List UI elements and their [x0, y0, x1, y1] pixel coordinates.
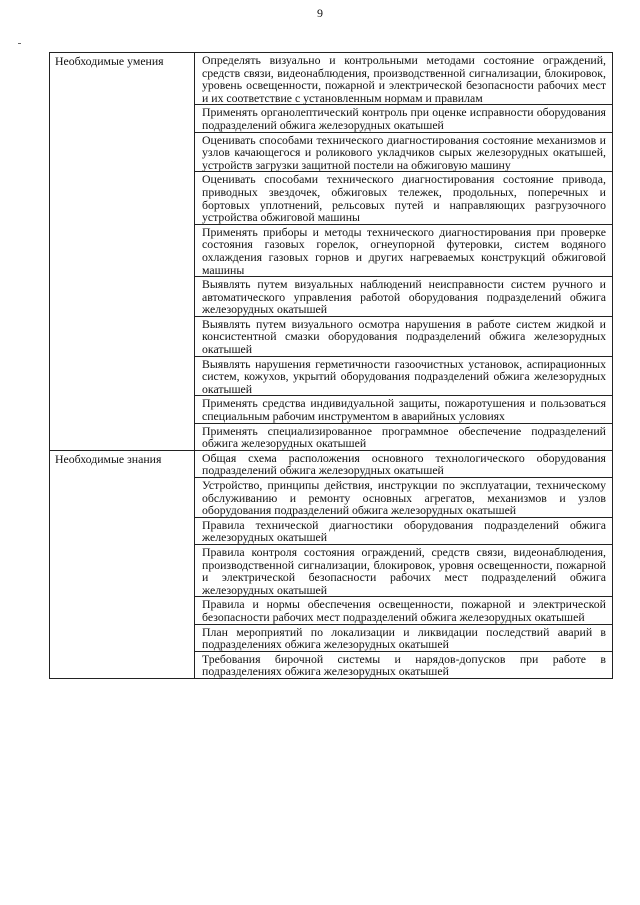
items-cell-knowledge: [195, 450, 613, 678]
requirements-table: [49, 52, 613, 679]
items-cell-skills: [195, 53, 613, 451]
list-item: Оценивать способами технического диагностирования состояние механизмов и узлов качающегося и роликового укладчиков сырых железорудных окатышей, устройств загрузки защитной постели на обжиговую машину: [195, 133, 612, 173]
list-item: Выявлять путем визуального осмотра нарушения в работе систем жидкой и консистентной смазки оборудования подразделений обжига железорудных окатышей: [195, 317, 612, 357]
list-item: План мероприятий по локализации и ликвидации последствий аварий в подразделениях обжига железорудных окатышей: [195, 625, 612, 652]
list-item: Оценивать способами технического диагностирования состояние привода, приводных звездочек, обжиговых тележек, продольных, поперечных и бортовых уплотнений, рельсовых путей и направляющих разгрузочного устройства обжиговой машины: [195, 172, 612, 224]
list-item: Применять специализированное программное обеспечение подразделений обжига железорудных окатышей: [202, 423, 606, 451]
margin-mark: [18, 43, 21, 44]
table-row-skills: [50, 53, 613, 451]
list-item: Применять органолептический контроль при оценке исправности оборудования подразделений обжига железорудных окатышей: [195, 105, 612, 132]
table-row-knowledge: [50, 450, 613, 678]
list-item: Общая схема расположения основного технологического оборудования подразделений обжига железорудных окатышей: [195, 451, 612, 478]
list-item: Устройство, принципы действия, инструкции по эксплуатации, техническому обслуживанию и ремонту основных агрегатов, механизмов и узлов оборудования подразделений обжига железорудных окатышей: [195, 478, 612, 518]
list-item: Выявлять путем визуальных наблюдений неисправности систем ручного и автоматического управления работой оборудования подразделений обжига железорудных окатышей: [195, 277, 612, 317]
list-item: Правила и нормы обеспечения освещенности, пожарной и электрической безопасности рабочих мест подразделений обжига железорудных окатышей: [195, 597, 612, 624]
list-item: Применять средства индивидуальной защиты, пожаротушения и пользоваться специальным рабочим инструментом в аварийных условиях: [195, 396, 612, 423]
row-label-knowledge: Необходимые знания: [50, 450, 195, 678]
list-item: Требования бирочной системы и нарядов-допусков при работе в подразделениях обжига железорудных окатышей: [202, 651, 606, 679]
list-item: Выявлять нарушения герметичности газоочистных установок, аспирационных систем, кожухов, укрытий оборудования подразделений обжига железорудных окатышей: [195, 357, 612, 397]
list-item: Применять приборы и методы технического диагностирования при проверке состояния газовых горелок, огнеупорной футеровки, систем водяного охлаждения газовых горнов и других нагреваемых конструкций обжиговой машины: [195, 225, 612, 277]
row-label-skills: Необходимые умения: [50, 53, 195, 451]
list-item: Правила контроля состояния ограждений, средств связи, видеонаблюдения, производственной сигнализации, блокировок, уровня освещенности, пожарной и электрической безопасности рабочих мест подразделений обжига железорудных окатышей: [195, 545, 612, 597]
page-number: 9: [317, 6, 323, 20]
list-item: Правила технической диагностики оборудования подразделений обжига железорудных окатышей: [195, 518, 612, 545]
list-item: Определять визуально и контрольными методами состояние ограждений, средств связи, видеонаблюдения, производственной сигнализации, блокировок, уровень освещенности, пожарной и электрической безопасности рабочих мест и их соответствие с установленным нормам и правилам: [195, 53, 612, 105]
